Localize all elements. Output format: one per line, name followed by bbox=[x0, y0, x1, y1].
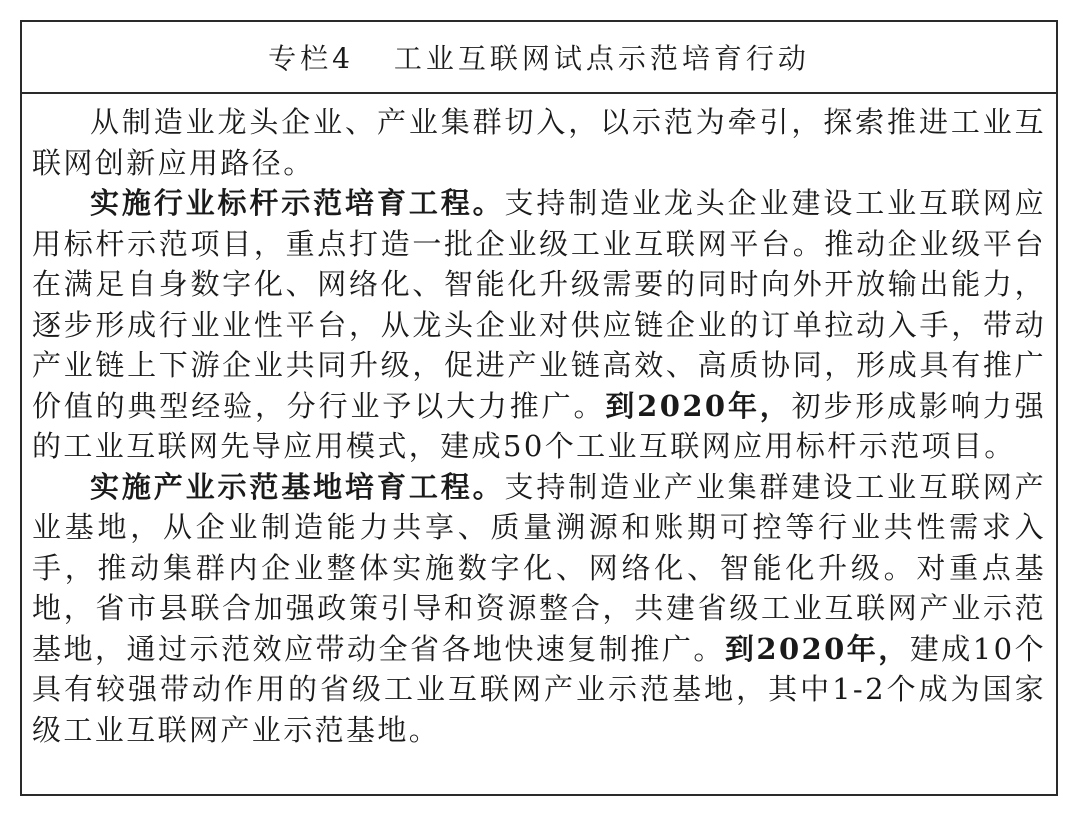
paragraph-target-bold: 到2020年， bbox=[724, 631, 910, 666]
paragraph-intro bbox=[32, 102, 1046, 183]
paragraph-target-text: 初步形成影响力强的工业互联网先导应用模式，建成50个工业互联网应用标杆示范项目。 bbox=[32, 388, 1047, 463]
column-title-bar bbox=[22, 22, 1056, 94]
paragraph-lead: 实施行业标杆示范培育工程。 bbox=[90, 186, 505, 220]
paragraph-target-text: 建成10个具有较强带动作用的省级工业互联网产业示范基地，其中1-2个成为国家级工业互联网产业示范基地。 bbox=[32, 631, 1047, 747]
column-content bbox=[22, 94, 1056, 750]
paragraph-text: 从制造业龙头企业、产业集群切入，以示范为牵引，探索推进工业互联网创新应用路径。 bbox=[32, 105, 1046, 180]
paragraph-text: 支持制造业产业集群建设工业互联网产业基地，从企业制造能力共享、质量溯源和账期可控等行业共性需求入手，推动集群内企业整体实施数字化、网络化、智能化升级。对重点基地，省市县联合加强政策引导和资源整合，共建省级工业互联网产业示范基地，通过示范效应带动全省各地快速复制推广。 bbox=[32, 469, 1047, 666]
column-box bbox=[20, 20, 1058, 796]
paragraph-target-bold: 到2020年， bbox=[605, 388, 792, 423]
paragraph-text: 支持制造业龙头企业建设工业互联网应用标杆示范项目，重点打造一批企业级工业互联网平台。推动企业级平台在满足自身数字化、网络化、智能化升级需要的同时向外开放输出能力，逐步形成行业业性平台，从龙头企业对供应链企业的订单拉动入手，带动产业链上下游企业共同升级，促进产业链高效、高质协同，形成具有推广价值的典型经验，分行业予以大力推广。 bbox=[32, 186, 1047, 423]
column-label: 专栏4 bbox=[268, 42, 354, 75]
column-title: 工业互联网试点示范培育行动 bbox=[393, 42, 810, 75]
paragraph-lead: 实施产业示范基地培育工程。 bbox=[90, 469, 505, 504]
paragraph-industry-benchmark bbox=[32, 183, 1046, 467]
paragraph-industry-base bbox=[32, 467, 1046, 751]
